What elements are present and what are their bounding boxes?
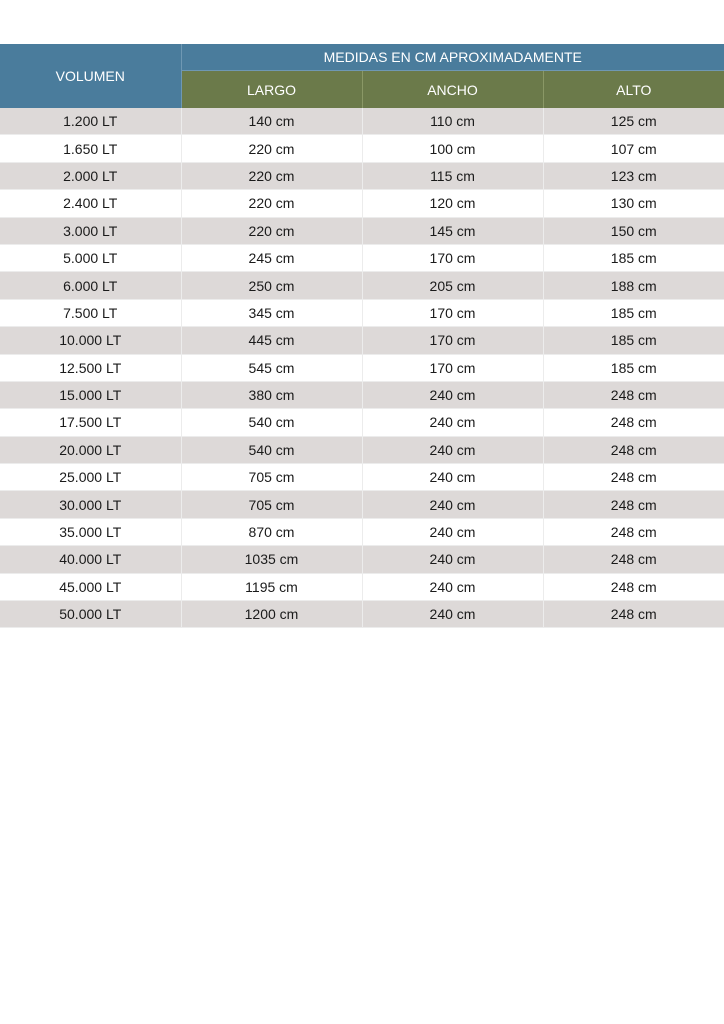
height-cell: 188 cm — [543, 272, 724, 299]
width-cell: 240 cm — [362, 464, 543, 491]
length-cell: 250 cm — [181, 272, 362, 299]
height-cell: 123 cm — [543, 162, 724, 189]
table-row — [0, 272, 724, 299]
height-cell: 107 cm — [543, 135, 724, 162]
table-row — [0, 518, 724, 545]
width-cell: 170 cm — [362, 244, 543, 271]
height-cell: 185 cm — [543, 299, 724, 326]
width-cell: 240 cm — [362, 436, 543, 463]
volume-cell: 15.000 LT — [0, 381, 181, 408]
height-cell: 185 cm — [543, 354, 724, 381]
length-cell: 545 cm — [181, 354, 362, 381]
volume-cell: 30.000 LT — [0, 491, 181, 518]
length-cell: 705 cm — [181, 464, 362, 491]
height-cell: 248 cm — [543, 573, 724, 600]
table-row — [0, 436, 724, 463]
volume-cell: 1.650 LT — [0, 135, 181, 162]
width-cell: 240 cm — [362, 546, 543, 573]
length-column-header: LARGO — [181, 71, 362, 109]
table-row — [0, 244, 724, 271]
volume-column-header: VOLUMEN — [0, 44, 181, 108]
table-row — [0, 135, 724, 162]
height-cell: 248 cm — [543, 601, 724, 628]
table-row — [0, 573, 724, 600]
length-cell: 1035 cm — [181, 546, 362, 573]
volume-cell: 3.000 LT — [0, 217, 181, 244]
table-row — [0, 108, 724, 135]
length-cell: 345 cm — [181, 299, 362, 326]
table-header — [0, 44, 724, 108]
volume-cell: 6.000 LT — [0, 272, 181, 299]
height-cell: 185 cm — [543, 244, 724, 271]
table-row — [0, 491, 724, 518]
length-cell: 220 cm — [181, 162, 362, 189]
width-cell: 240 cm — [362, 573, 543, 600]
width-cell: 205 cm — [362, 272, 543, 299]
volume-cell: 12.500 LT — [0, 354, 181, 381]
length-cell: 870 cm — [181, 518, 362, 545]
dimensions-table-container — [0, 44, 724, 628]
volume-cell: 5.000 LT — [0, 244, 181, 271]
table-row — [0, 327, 724, 354]
volume-cell: 40.000 LT — [0, 546, 181, 573]
width-cell: 170 cm — [362, 299, 543, 326]
table-row — [0, 409, 724, 436]
height-cell: 248 cm — [543, 436, 724, 463]
width-cell: 120 cm — [362, 190, 543, 217]
volume-cell: 10.000 LT — [0, 327, 181, 354]
volume-cell: 7.500 LT — [0, 299, 181, 326]
length-cell: 540 cm — [181, 409, 362, 436]
width-cell: 240 cm — [362, 409, 543, 436]
volume-cell: 2.000 LT — [0, 162, 181, 189]
length-cell: 705 cm — [181, 491, 362, 518]
volume-cell: 25.000 LT — [0, 464, 181, 491]
table-row — [0, 546, 724, 573]
length-cell: 380 cm — [181, 381, 362, 408]
table-row — [0, 381, 724, 408]
table-row — [0, 354, 724, 381]
height-column-header: ALTO — [543, 71, 724, 109]
length-cell: 220 cm — [181, 190, 362, 217]
length-cell: 245 cm — [181, 244, 362, 271]
measurements-group-header: MEDIDAS EN CM APROXIMADAMENTE — [181, 44, 724, 71]
volume-cell: 45.000 LT — [0, 573, 181, 600]
height-cell: 185 cm — [543, 327, 724, 354]
header-row-top — [0, 44, 724, 71]
width-cell: 145 cm — [362, 217, 543, 244]
length-cell: 445 cm — [181, 327, 362, 354]
width-cell: 110 cm — [362, 108, 543, 135]
length-cell: 540 cm — [181, 436, 362, 463]
length-cell: 1195 cm — [181, 573, 362, 600]
width-cell: 170 cm — [362, 327, 543, 354]
height-cell: 248 cm — [543, 546, 724, 573]
width-cell: 115 cm — [362, 162, 543, 189]
volume-cell: 35.000 LT — [0, 518, 181, 545]
width-cell: 240 cm — [362, 518, 543, 545]
width-column-header: ANCHO — [362, 71, 543, 109]
volume-cell: 2.400 LT — [0, 190, 181, 217]
height-cell: 248 cm — [543, 491, 724, 518]
height-cell: 248 cm — [543, 464, 724, 491]
height-cell: 125 cm — [543, 108, 724, 135]
volume-cell: 20.000 LT — [0, 436, 181, 463]
table-row — [0, 190, 724, 217]
dimensions-table — [0, 44, 724, 628]
height-cell: 130 cm — [543, 190, 724, 217]
length-cell: 140 cm — [181, 108, 362, 135]
table-row — [0, 217, 724, 244]
length-cell: 1200 cm — [181, 601, 362, 628]
height-cell: 248 cm — [543, 518, 724, 545]
table-row — [0, 464, 724, 491]
width-cell: 240 cm — [362, 601, 543, 628]
width-cell: 240 cm — [362, 491, 543, 518]
length-cell: 220 cm — [181, 217, 362, 244]
width-cell: 240 cm — [362, 381, 543, 408]
volume-cell: 1.200 LT — [0, 108, 181, 135]
height-cell: 150 cm — [543, 217, 724, 244]
table-row — [0, 162, 724, 189]
volume-cell: 50.000 LT — [0, 601, 181, 628]
width-cell: 170 cm — [362, 354, 543, 381]
height-cell: 248 cm — [543, 381, 724, 408]
volume-cell: 17.500 LT — [0, 409, 181, 436]
width-cell: 100 cm — [362, 135, 543, 162]
length-cell: 220 cm — [181, 135, 362, 162]
table-body — [0, 108, 724, 628]
height-cell: 248 cm — [543, 409, 724, 436]
table-row — [0, 299, 724, 326]
table-row — [0, 601, 724, 628]
